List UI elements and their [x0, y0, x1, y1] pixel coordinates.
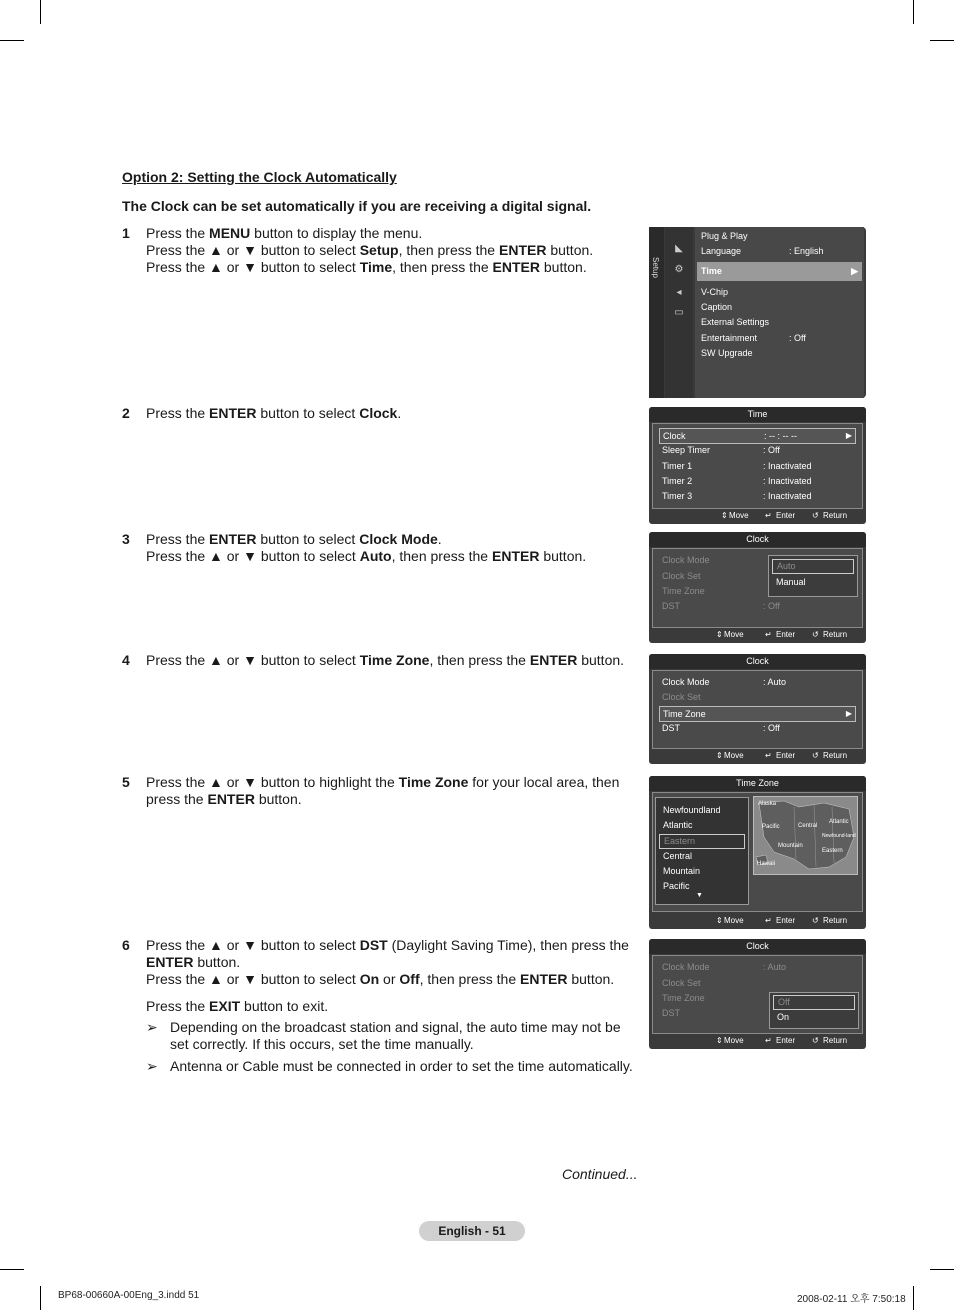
updown-icon: ⇕ [721, 511, 728, 520]
step-keyword: Time [359, 259, 393, 275]
step-fragment: button to display the menu. [250, 225, 423, 241]
step-fragment: , then press the [392, 259, 493, 275]
note-arrow-icon: ➢ [146, 1058, 158, 1074]
step-keyword: Clock [359, 405, 398, 421]
osd-row: Time Zone [662, 993, 705, 1003]
step-keyword: ENTER [146, 954, 194, 970]
step-keyword: ENTER [499, 242, 547, 258]
updown-icon: ⇕ [716, 1036, 723, 1045]
step-keyword: Clock Mode [359, 531, 438, 547]
osd-help-bar: ⇕ Move ↵ Enter ↺ Return [716, 1036, 848, 1045]
step-line [146, 971, 636, 988]
step-text [146, 225, 636, 276]
osd-row[interactable]: DST : Off [662, 723, 780, 733]
osd-row: Clock Mode : Auto [662, 962, 787, 972]
picture-icon: ◣ [675, 243, 683, 254]
step-fragment: Press the ▲ or ▼ button to select [146, 242, 360, 258]
timezone-item-selected[interactable]: Eastern [659, 834, 745, 849]
step-line [146, 405, 636, 422]
step-fragment: Press the [146, 225, 210, 241]
return-icon: ↺ [812, 751, 819, 760]
enter-icon: ↵ [765, 1036, 772, 1045]
updown-icon: ⇕ [716, 630, 723, 639]
step-number: 2 [122, 405, 130, 421]
step-keyword: Off [399, 971, 420, 987]
step-fragment: Press the [146, 405, 210, 421]
step-line [146, 652, 636, 669]
map-label: Mountain [778, 843, 803, 849]
step-fragment: . [397, 405, 402, 421]
updown-icon: ⇕ [716, 751, 723, 760]
osd-clock-screen [649, 532, 866, 643]
footer-timestamp: 2008-02-11 오후 7:50:18 [797, 1294, 906, 1305]
osd-menu-item[interactable]: Plug & Play [701, 231, 748, 241]
osd-title: Time [649, 407, 866, 422]
map-label: Central [798, 823, 818, 829]
step-keyword: DST [359, 937, 388, 953]
osd-side-label: Setup [651, 257, 660, 278]
enter-icon: ↵ [765, 916, 772, 925]
step-line [146, 531, 636, 548]
osd-row[interactable]: Timer 3 : Inactivated [662, 491, 812, 501]
step-fragment: button to exit. [240, 998, 329, 1014]
step-fragment: , then press the [391, 548, 492, 564]
down-arrow-icon[interactable]: ▼ [696, 892, 703, 899]
note-text: Depending on the broadcast station and signal, the auto time may not be set correctly. If this occurs, set the time manually. [170, 1019, 621, 1052]
step-fragment: , then press the [429, 652, 530, 668]
note-text: Antenna or Cable must be connected in order to set the time automatically. [170, 1058, 633, 1074]
step-keyword: ENTER [520, 971, 568, 987]
crop-mark [930, 1269, 954, 1270]
step-fragment: Press the ▲ or ▼ button to select [146, 937, 360, 953]
osd-row[interactable]: Sleep Timer : Off [662, 445, 780, 455]
osd-option-auto[interactable]: Auto [772, 559, 854, 574]
osd-setup-screen [649, 227, 866, 398]
exit-line [146, 998, 636, 1015]
step-keyword: Time Zone [359, 652, 430, 668]
page-number-badge: English - 51 [419, 1221, 525, 1241]
osd-option-on[interactable]: On [777, 1012, 790, 1022]
step-fragment: Press the [146, 998, 210, 1014]
step-keyword: ENTER [207, 791, 255, 807]
osd-menu-item-selected[interactable]: Time ▶ [697, 262, 862, 281]
timezone-list [655, 797, 749, 905]
osd-row[interactable]: Timer 2 : Inactivated [662, 476, 812, 486]
step-keyword: ENTER [492, 259, 540, 275]
step-fragment: button. [254, 791, 302, 807]
osd-title: Clock [649, 532, 866, 547]
step-line [146, 791, 636, 808]
return-icon: ↺ [812, 916, 819, 925]
osd-row: Clock Set [662, 692, 701, 702]
input-icon: ◂ [676, 287, 682, 298]
osd-icon-column [665, 227, 693, 398]
crop-mark [40, 1286, 41, 1310]
step-number: 4 [122, 652, 130, 668]
timezone-item[interactable]: Central [663, 851, 693, 861]
map-label: Pacific [762, 824, 780, 830]
osd-row: Clock Mode [662, 555, 710, 565]
step-text [146, 652, 636, 669]
crop-mark [913, 0, 914, 24]
osd-row: Time Zone [662, 586, 705, 596]
step-fragment: , then press the [419, 971, 521, 987]
step-fragment: (Daylight Saving Time), then press the [387, 937, 629, 953]
timezone-item[interactable]: Newfoundland [663, 805, 721, 815]
map-label: Hawaii [757, 861, 776, 867]
osd-row[interactable]: Timer 1 : Inactivated [662, 461, 812, 471]
note [146, 1019, 636, 1053]
step-keyword: Setup [359, 242, 399, 258]
step-line [146, 774, 636, 791]
step-fragment: for your local area, then [468, 774, 620, 790]
note-arrow-icon: ➢ [146, 1019, 158, 1035]
osd-menu-item[interactable]: SW Upgrade [701, 348, 753, 358]
osd-row: Clock Set [662, 978, 701, 988]
crop-mark [913, 1286, 914, 1310]
updown-icon: ⇕ [716, 916, 723, 925]
step-fragment: Press the ▲ or ▼ button to select [146, 652, 360, 668]
crop-mark [0, 40, 24, 41]
gear-icon: ⚙ [674, 264, 684, 275]
right-arrow-icon: ▶ [851, 266, 858, 276]
step-fragment: press the [146, 791, 208, 807]
step-fragment: Press the ▲ or ▼ button to select [146, 259, 360, 275]
step-fragment: button. [539, 548, 587, 564]
step-fragment: button. [540, 259, 587, 275]
osd-clock-screen [649, 939, 866, 1049]
osd-help-bar: ⇕ Move ↵ Enter ↺ Return [716, 630, 848, 639]
timezone-map [753, 796, 858, 875]
step-line [146, 937, 636, 954]
step-line [146, 259, 636, 276]
map-label: Eastern [822, 848, 843, 854]
osd-option-popup [769, 992, 859, 1029]
step-keyword: EXIT [209, 998, 241, 1014]
crop-mark [40, 0, 41, 24]
osd-help-bar: ⇕ Move ↵ Enter ↺ Return [716, 751, 848, 760]
map-label: Atlantic [829, 819, 849, 825]
osd-setup-menu [695, 227, 864, 398]
step-keyword: Auto [359, 548, 392, 564]
osd-menu-item[interactable]: Entertainment : Off [701, 333, 806, 343]
step-line [146, 954, 636, 971]
enter-icon: ↵ [765, 630, 772, 639]
osd-title: Clock [649, 654, 866, 669]
step-keyword: MENU [209, 225, 251, 241]
page-heading: Option 2: Setting the Clock Automatically [122, 169, 397, 185]
osd-option-popup [768, 555, 858, 597]
osd-title: Clock [649, 939, 866, 954]
step-line [146, 242, 636, 259]
continued-label: Continued... [562, 1166, 638, 1182]
osd-time-screen [649, 407, 866, 524]
osd-option-manual[interactable]: Manual [776, 577, 806, 587]
osd-option-off[interactable]: Off [773, 995, 855, 1010]
crop-mark [0, 1269, 24, 1270]
osd-help-bar: ⇕ Move ↵ Enter ↺ Return [716, 916, 848, 925]
osd-row-selected[interactable]: Time Zone ▶ [659, 706, 856, 722]
step-fragment: Press the [146, 531, 210, 547]
step-fragment: or [379, 971, 400, 987]
osd-help-bar: ⇕ Move ↵ Enter ↺ Return [721, 511, 848, 520]
step-text [146, 405, 636, 422]
right-arrow-icon: ▶ [845, 709, 852, 718]
step-number: 3 [122, 531, 130, 547]
osd-menu-item[interactable]: Caption [701, 302, 733, 312]
step-keyword: ENTER [209, 405, 257, 421]
step-line [146, 225, 636, 242]
return-icon: ↺ [812, 630, 819, 639]
step-fragment: Press the ▲ or ▼ button to select [146, 548, 360, 564]
timezone-item[interactable]: Pacific [663, 881, 690, 891]
osd-menu-item[interactable]: V-Chip [701, 287, 729, 297]
step-fragment: Press the ▲ or ▼ button to select [146, 971, 360, 987]
osd-menu-item[interactable]: External Settings [701, 317, 770, 327]
osd-row: DST : Off [662, 601, 780, 611]
osd-row[interactable]: Clock Mode : Auto [662, 677, 787, 687]
timezone-item[interactable]: Atlantic [663, 820, 693, 830]
step-keyword: On [359, 971, 380, 987]
step-line [146, 998, 636, 1015]
osd-title: Time Zone [649, 776, 866, 791]
step-number: 1 [122, 225, 130, 241]
step-keyword: ENTER [492, 548, 540, 564]
step-fragment: . [437, 531, 442, 547]
step-fragment: button. [546, 242, 594, 258]
step-text [146, 937, 636, 988]
step-keyword: ENTER [209, 531, 257, 547]
return-icon: ↺ [812, 1036, 819, 1045]
osd-row-selected[interactable]: Clock : -- : -- -- ▶ [659, 428, 856, 444]
osd-row: Clock Set [662, 571, 701, 581]
step-number: 5 [122, 774, 130, 790]
step-fragment: , then press the [398, 242, 499, 258]
return-icon: ↺ [812, 511, 819, 520]
application-icon: ▭ [674, 307, 684, 318]
osd-timezone-screen [649, 776, 866, 929]
step-fragment: button to select [256, 531, 360, 547]
timezone-item[interactable]: Mountain [663, 866, 701, 876]
step-fragment: Press the ▲ or ▼ button to highlight the [146, 774, 399, 790]
enter-icon: ↵ [765, 511, 772, 520]
step-text [146, 774, 636, 808]
step-keyword: ENTER [529, 652, 578, 668]
step-line [146, 548, 636, 565]
page-subheading: The Clock can be set automatically if you are receiving a digital signal. [122, 198, 592, 214]
map-label: Newfound-land [822, 833, 856, 839]
step-fragment: button. [567, 971, 615, 987]
step-keyword: Time Zone [398, 774, 469, 790]
osd-clock-screen [649, 654, 866, 764]
step-number: 6 [122, 937, 130, 953]
footer-file-info: BP68-00660A-00Eng_3.indd 51 [58, 1290, 200, 1301]
note [146, 1058, 636, 1075]
enter-icon: ↵ [765, 751, 772, 760]
osd-menu-item[interactable]: Language : English [701, 246, 824, 256]
step-fragment: button to select [256, 405, 360, 421]
step-text [146, 531, 636, 565]
right-arrow-icon: ▶ [845, 431, 852, 440]
step-fragment: button. [193, 954, 241, 970]
step-fragment: button. [577, 652, 625, 668]
osd-row: DST [662, 1008, 680, 1018]
map-label: Alaska [758, 801, 777, 807]
crop-mark [930, 40, 954, 41]
